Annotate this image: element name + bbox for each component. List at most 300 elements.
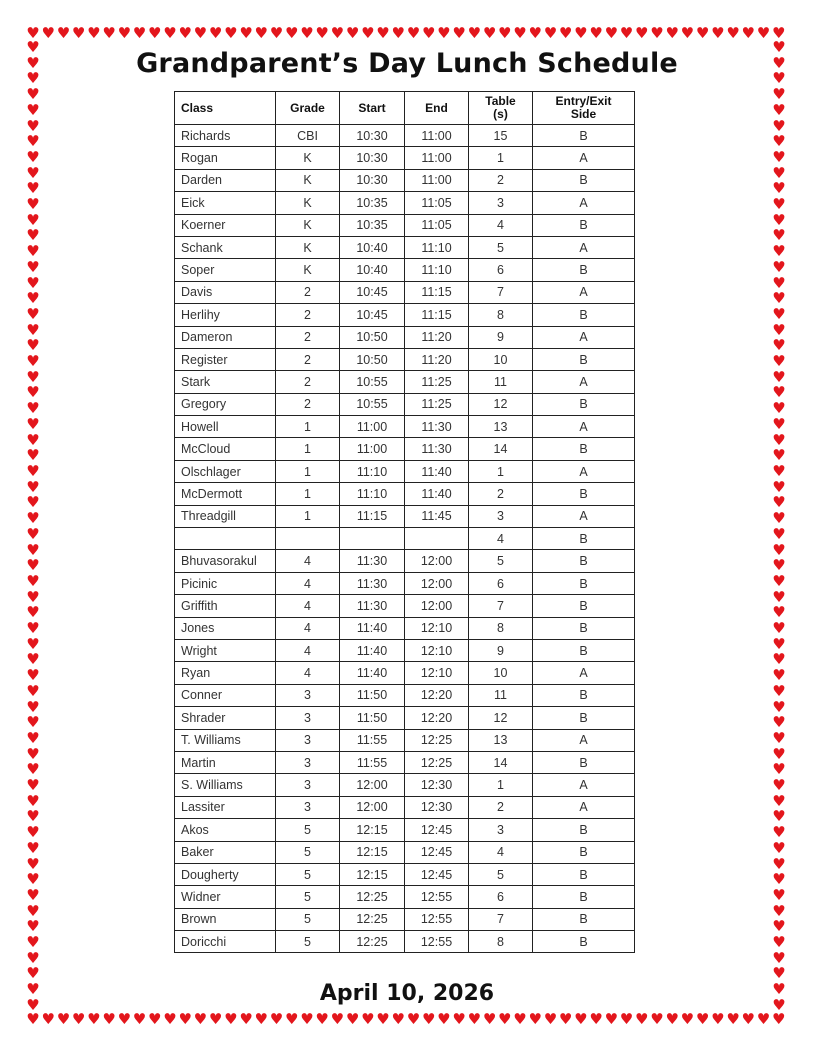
cell-entry-exit-side: B [533,707,635,729]
cell-start: 10:55 [340,371,405,393]
cell-table-number: 5 [469,550,533,572]
heart-icon: ♥ [574,1010,588,1028]
heart-icon: ♥ [26,304,40,323]
cell-table-number: 4 [469,841,533,863]
heart-icon: ♥ [772,257,786,276]
cell-table-number: 11 [469,371,533,393]
cell-entry-exit-side: B [533,819,635,841]
header-side-line2: Side [570,107,597,121]
cell-start: 11:30 [340,572,405,594]
cell-class: Griffith [175,595,276,617]
heart-icon: ♥ [772,304,786,323]
heart-icon: ♥ [772,430,786,449]
cell-grade: 3 [276,684,340,706]
cell-class: McCloud [175,438,276,460]
heart-icon: ♥ [26,116,40,135]
heart-icon: ♥ [772,776,786,795]
heart-icon: ♥ [421,24,436,42]
cell-end: 11:00 [405,147,469,169]
cell-table-number: 2 [469,169,533,191]
cell-table-number: 5 [469,236,533,258]
cell-end [405,528,469,550]
table-row [175,236,635,258]
heart-icon: ♥ [772,163,786,182]
heart-icon: ♥ [26,885,40,904]
heart-icon: ♥ [452,1010,466,1028]
heart-icon: ♥ [26,713,40,732]
cell-entry-exit-side: B [533,908,635,930]
heart-icon: ♥ [772,666,786,685]
heart-icon: ♥ [772,367,786,386]
heart-icon: ♥ [26,383,40,402]
cell-end: 12:45 [405,863,469,885]
table-row [175,550,635,572]
cell-entry-exit-side: A [533,236,635,258]
table-row [175,639,635,661]
cell-entry-exit-side: A [533,281,635,303]
cell-end: 11:00 [405,169,469,191]
table-row [175,505,635,527]
cell-grade: K [276,236,340,258]
table-row [175,438,635,460]
heart-icon: ♥ [26,650,40,669]
heart-icon: ♥ [330,24,345,42]
cell-entry-exit-side: B [533,304,635,326]
heart-icon: ♥ [193,1010,208,1028]
cell-entry-exit-side: B [533,259,635,281]
cell-table-number: 11 [469,684,533,706]
heart-icon: ♥ [26,917,40,936]
cell-table-number: 7 [469,281,533,303]
cell-grade [276,528,340,550]
heart-icon: ♥ [26,352,40,371]
heart-icon: ♥ [224,1010,238,1028]
heart-icon: ♥ [680,24,695,42]
cell-entry-exit-side: B [533,931,635,953]
heart-icon: ♥ [315,1010,329,1028]
cell-class: Schank [175,236,276,258]
lunch-schedule-table [174,91,635,953]
heart-icon: ♥ [711,24,725,42]
table-row [175,147,635,169]
cell-class: Koerner [175,214,276,236]
cell-start: 12:15 [340,863,405,885]
heart-icon: ♥ [619,1010,634,1028]
table-row [175,931,635,953]
heart-icon: ♥ [467,1010,482,1028]
heart-icon: ♥ [391,24,405,42]
cell-table-number: 6 [469,572,533,594]
header-side-line1: Entry/Exit [555,94,612,108]
heart-icon: ♥ [437,24,451,42]
cell-entry-exit-side: B [533,639,635,661]
heart-icon: ♥ [741,1010,755,1028]
heart-icon: ♥ [772,744,786,763]
heart-icon: ♥ [711,1010,725,1028]
cell-start: 11:30 [340,595,405,617]
heart-icon: ♥ [772,854,786,873]
cell-end: 12:10 [405,617,469,639]
cell-entry-exit-side: A [533,192,635,214]
table-row [175,595,635,617]
cell-grade: 1 [276,438,340,460]
heart-icon: ♥ [26,854,40,873]
heart-icon: ♥ [26,587,40,606]
cell-class: Baker [175,841,276,863]
heart-icon: ♥ [26,461,40,480]
heart-icon: ♥ [56,24,71,42]
cell-grade: 3 [276,796,340,818]
cell-end: 11:40 [405,460,469,482]
heart-icon: ♥ [132,1010,147,1028]
heart-icon: ♥ [772,870,786,889]
heart-icon: ♥ [102,1010,116,1028]
heart-icon: ♥ [467,24,482,42]
heart-icon: ♥ [284,1010,299,1028]
heart-icon: ♥ [26,147,40,166]
cell-grade: 4 [276,639,340,661]
cell-table-number: 13 [469,729,533,751]
cell-end: 12:55 [405,908,469,930]
heart-icon: ♥ [772,383,786,402]
cell-entry-exit-side: B [533,214,635,236]
cell-class: Threadgill [175,505,276,527]
cell-entry-exit-side: B [533,886,635,908]
cell-table-number: 7 [469,595,533,617]
cell-class: Brown [175,908,276,930]
heart-icon: ♥ [772,619,786,638]
table-row [175,684,635,706]
table-row [175,125,635,147]
cell-table-number: 3 [469,819,533,841]
cell-entry-exit-side: B [533,438,635,460]
heart-icon: ♥ [772,289,786,308]
heart-icon: ♥ [26,760,40,779]
heart-icon: ♥ [772,823,786,842]
heart-icon: ♥ [26,838,40,857]
heart-icon: ♥ [208,24,223,42]
cell-end: 12:10 [405,662,469,684]
table-row [175,707,635,729]
heart-border-left [26,40,40,1012]
heart-icon: ♥ [163,1010,177,1028]
heart-icon: ♥ [117,1010,132,1028]
heart-icon: ♥ [102,24,116,42]
heart-icon: ♥ [772,461,786,480]
heart-icon: ♥ [772,85,786,104]
heart-icon: ♥ [558,24,573,42]
cell-end: 12:45 [405,819,469,841]
cell-end: 12:00 [405,550,469,572]
cell-start: 10:55 [340,393,405,415]
table-row [175,819,635,841]
heart-icon: ♥ [26,69,40,88]
cell-entry-exit-side: A [533,326,635,348]
cell-class: Davis [175,281,276,303]
heart-icon: ♥ [528,1010,542,1028]
heart-icon: ♥ [239,1010,253,1028]
cell-class: Bhuvasorakul [175,550,276,572]
cell-class: Ryan [175,662,276,684]
heart-icon: ♥ [695,1010,710,1028]
table-row [175,281,635,303]
heart-icon: ♥ [771,24,786,42]
cell-grade: K [276,214,340,236]
cell-end: 11:10 [405,259,469,281]
heart-border-bottom [26,1012,786,1026]
heart-icon: ♥ [391,1010,405,1028]
heart-icon: ♥ [772,838,786,857]
heart-icon: ♥ [772,964,786,983]
heart-icon: ♥ [71,24,86,42]
header-class: Class [175,92,276,125]
heart-icon: ♥ [26,744,40,763]
heart-icon: ♥ [26,24,40,42]
cell-grade: 5 [276,886,340,908]
cell-class: Conner [175,684,276,706]
cell-table-number: 1 [469,774,533,796]
table-row [175,528,635,550]
heart-icon: ♥ [558,1010,573,1028]
heart-icon: ♥ [26,509,40,528]
table-body [175,125,635,953]
heart-icon: ♥ [543,1010,558,1028]
table-row [175,416,635,438]
cell-start: 12:00 [340,774,405,796]
cell-grade: 3 [276,707,340,729]
heart-icon: ♥ [772,650,786,669]
cell-end: 12:55 [405,886,469,908]
cell-start: 11:55 [340,729,405,751]
cell-grade: 3 [276,729,340,751]
cell-table-number: 4 [469,528,533,550]
cell-grade: 2 [276,371,340,393]
table-row [175,572,635,594]
cell-start: 10:45 [340,304,405,326]
cell-start: 10:30 [340,147,405,169]
cell-grade: 4 [276,550,340,572]
cell-table-number: 15 [469,125,533,147]
heart-icon: ♥ [26,477,40,496]
cell-table-number: 7 [469,908,533,930]
cell-end: 11:30 [405,438,469,460]
heart-icon: ♥ [345,1010,360,1028]
table-row [175,751,635,773]
table-row [175,841,635,863]
cell-end: 11:05 [405,192,469,214]
cell-grade: 2 [276,326,340,348]
cell-end: 12:30 [405,774,469,796]
cell-table-number: 13 [469,416,533,438]
heart-icon: ♥ [772,980,786,999]
heart-icon: ♥ [26,524,40,543]
heart-icon: ♥ [330,1010,345,1028]
heart-icon: ♥ [772,634,786,653]
heart-icon: ♥ [26,367,40,386]
heart-icon: ♥ [26,1010,40,1028]
heart-icon: ♥ [26,179,40,198]
heart-icon: ♥ [26,980,40,999]
heart-icon: ♥ [87,24,101,42]
heart-icon: ♥ [26,964,40,983]
heart-icon: ♥ [26,85,40,104]
table-row [175,483,635,505]
header-table-line2: (s) [493,107,508,121]
cell-grade: 5 [276,841,340,863]
heart-icon: ♥ [772,681,786,700]
cell-start: 11:40 [340,639,405,661]
cell-class: Wright [175,639,276,661]
heart-icon: ♥ [26,728,40,747]
heart-icon: ♥ [361,24,375,42]
heart-icon: ♥ [26,870,40,889]
cell-class: T. Williams [175,729,276,751]
heart-icon: ♥ [26,697,40,716]
heart-icon: ♥ [772,477,786,496]
heart-icon: ♥ [771,1010,786,1028]
table-row [175,774,635,796]
table-row [175,304,635,326]
cell-entry-exit-side: A [533,147,635,169]
cell-entry-exit-side: B [533,863,635,885]
cell-entry-exit-side: B [533,528,635,550]
heart-icon: ♥ [635,1010,649,1028]
cell-table-number: 14 [469,438,533,460]
cell-grade: 1 [276,483,340,505]
cell-grade: 4 [276,617,340,639]
heart-icon: ♥ [376,1010,390,1028]
header-start: Start [340,92,405,125]
cell-entry-exit-side: B [533,595,635,617]
cell-grade: 5 [276,819,340,841]
heart-icon: ♥ [772,242,786,261]
heart-border-top [26,26,786,40]
cell-end: 11:15 [405,281,469,303]
heart-icon: ♥ [772,147,786,166]
heart-icon: ♥ [650,24,664,42]
cell-end: 11:25 [405,371,469,393]
cell-end: 11:10 [405,236,469,258]
heart-icon: ♥ [695,24,710,42]
heart-icon: ♥ [772,320,786,339]
cell-entry-exit-side: B [533,572,635,594]
cell-end: 12:20 [405,707,469,729]
cell-grade: 3 [276,751,340,773]
heart-icon: ♥ [148,24,162,42]
heart-icon: ♥ [26,493,40,512]
heart-icon: ♥ [635,24,649,42]
heart-icon: ♥ [772,273,786,292]
cell-entry-exit-side: A [533,729,635,751]
cell-start: 10:40 [340,236,405,258]
heart-icon: ♥ [26,603,40,622]
heart-icon: ♥ [574,24,588,42]
heart-icon: ♥ [26,195,40,214]
header-table-line1: Table [485,94,516,108]
cell-start: 12:25 [340,908,405,930]
table-row [175,729,635,751]
heart-icon: ♥ [26,823,40,842]
heart-icon: ♥ [26,242,40,261]
cell-grade: 5 [276,908,340,930]
heart-icon: ♥ [132,24,147,42]
cell-end: 12:00 [405,595,469,617]
heart-icon: ♥ [772,69,786,88]
heart-icon: ♥ [772,995,786,1014]
heart-icon: ♥ [26,791,40,810]
heart-icon: ♥ [239,24,253,42]
cell-end: 12:25 [405,751,469,773]
cell-table-number: 8 [469,617,533,639]
cell-entry-exit-side: B [533,684,635,706]
cell-grade: 4 [276,662,340,684]
header-table [469,92,533,125]
heart-icon: ♥ [756,24,771,42]
cell-grade: CBI [276,125,340,147]
heart-icon: ♥ [772,587,786,606]
cell-start: 10:30 [340,169,405,191]
cell-entry-exit-side: A [533,796,635,818]
heart-icon: ♥ [26,619,40,638]
heart-icon: ♥ [178,1010,192,1028]
table-header-row [175,92,635,125]
heart-icon: ♥ [163,24,177,42]
cell-grade: 4 [276,595,340,617]
cell-class: Stark [175,371,276,393]
cell-end: 11:20 [405,348,469,370]
heart-icon: ♥ [117,24,132,42]
heart-icon: ♥ [772,509,786,528]
heart-icon: ♥ [26,666,40,685]
cell-grade: K [276,259,340,281]
cell-start: 11:10 [340,460,405,482]
heart-icon: ♥ [361,1010,375,1028]
heart-icon: ♥ [254,24,268,42]
heart-icon: ♥ [26,540,40,559]
cell-start: 11:40 [340,617,405,639]
heart-icon: ♥ [589,1010,603,1028]
table-row [175,371,635,393]
heart-icon: ♥ [498,24,512,42]
heart-icon: ♥ [406,24,421,42]
cell-start: 11:55 [340,751,405,773]
heart-icon: ♥ [772,100,786,119]
cell-start: 10:35 [340,192,405,214]
cell-entry-exit-side: A [533,662,635,684]
cell-class: Jones [175,617,276,639]
heart-icon: ♥ [26,226,40,245]
table-row [175,886,635,908]
cell-table-number: 12 [469,707,533,729]
cell-entry-exit-side: B [533,841,635,863]
cell-class: S. Williams [175,774,276,796]
heart-icon: ♥ [772,603,786,622]
heart-icon: ♥ [26,320,40,339]
cell-table-number: 1 [469,460,533,482]
cell-grade: 2 [276,393,340,415]
cell-entry-exit-side: B [533,550,635,572]
heart-icon: ♥ [26,210,40,229]
heart-icon: ♥ [650,1010,664,1028]
heart-icon: ♥ [726,24,740,42]
heart-icon: ♥ [26,257,40,276]
cell-table-number: 8 [469,304,533,326]
cell-class: Rogan [175,147,276,169]
cell-end: 11:00 [405,125,469,147]
cell-start: 10:50 [340,326,405,348]
heart-icon: ♥ [772,116,786,135]
cell-table-number: 9 [469,639,533,661]
